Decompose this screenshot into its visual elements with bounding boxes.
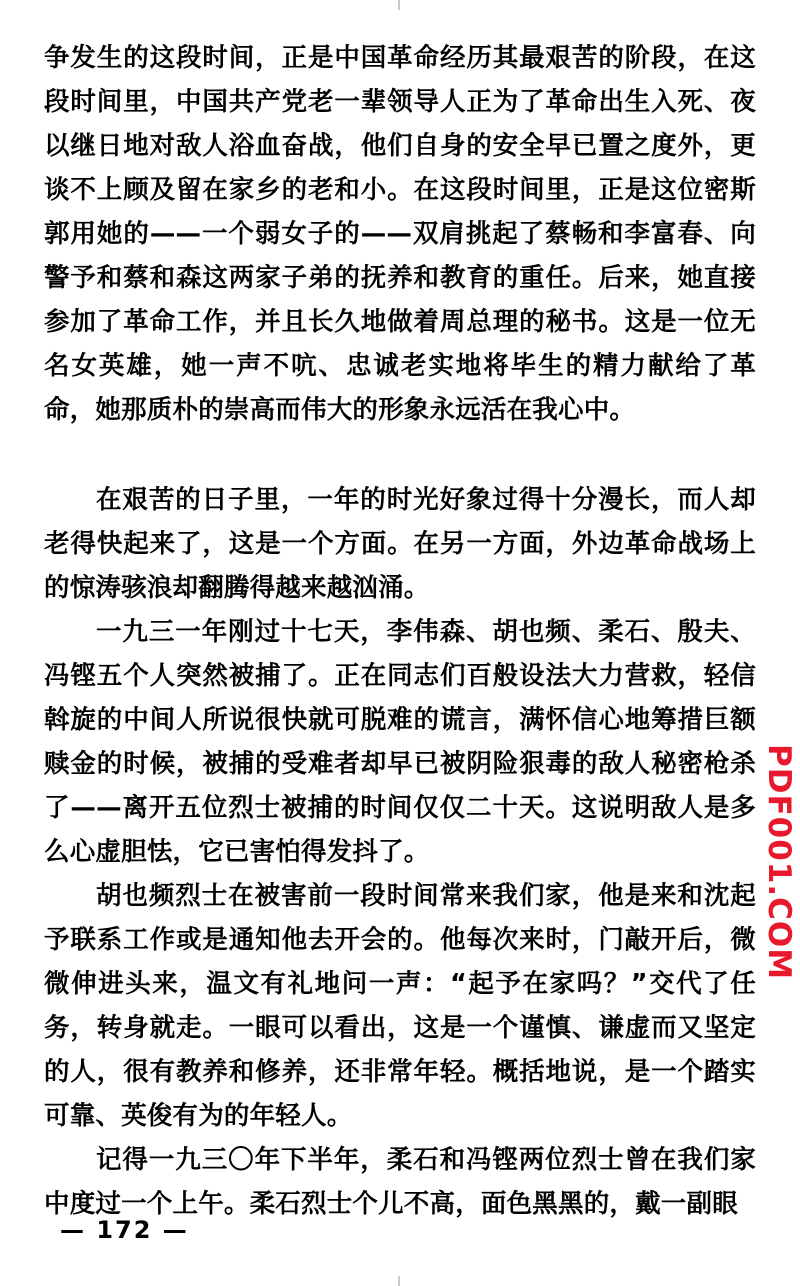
paragraph-1: 争发生的这段时间，正是中国革命经历其最艰苦的阶段，在这段时间里，中国共产党老一辈领导人正为了革命出生入死、夜以继日地对敌人浴血奋战，他们自身的安全早已置之度外，更谈不上顾及留在家乡的老和小。在这段时间里，正是这位密斯郭用她的——一个弱女子的——双肩挑起了蔡畅和李富春、向警予和蔡和森这两家子弟的抚养和教育的重任。后来，她直接参加了革命工作，并且长久地做着周总理的秘书。这是一位无名女英雄，她一声不吭、忠诚老实地将毕生的精力献给了革命，她那质朴的崇高而伟大的形象永远活在我心中。	[44, 43, 756, 425]
paragraph-2: 在艰苦的日子里，一年的时光好象过得十分漫长，而人却老得快起来了，这是一个方面。在另一方面，外边革命战场上的惊涛骇浪却翻腾得越来越汹涌。	[44, 485, 756, 603]
page-edge-mark-bottom	[398, 1276, 400, 1286]
paragraph-5: 记得一九三〇年下半年，柔石和冯铿两位烈士曾在我们家中度过一个上午。柔石烈士个儿不高，面色黑黑的，戴一副眼	[44, 1145, 756, 1219]
body-text-column	[44, 36, 756, 1226]
paragraph-3: 一九三一年刚过十七天，李伟森、胡也频、柔石、殷夫、冯铿五个人突然被捕了。正在同志们百般设法大力营救，轻信斡旋的中间人所说很快就可脱难的谎言，满怀信心地筹措巨额赎金的时候，被捕的受难者却早已被阴险狠毒的敌人秘密枪杀了——离开五位烈士被捕的时间仅仅二十天。这说明敌人是多么心虚胆怯，它已害怕得发抖了。	[44, 617, 756, 867]
page-number: — 172 —	[60, 1216, 189, 1244]
paragraph-spacer	[44, 432, 756, 478]
page-edge-mark-top	[398, 0, 400, 10]
paragraph-4: 胡也频烈士在被害前一段时间常来我们家，他是来和沈起予联系工作或是通知他去开会的。他每次来时，门敲开后，微微伸进头来，温文有礼地问一声：“起予在家吗？”交代了任务，转身就走。一眼可以看出，这是一个谨慎、谦虚而又坚定的人，很有教养和修养，还非常年轻。概括地说，是一个踏实可靠、英俊有为的年轻人。	[44, 881, 756, 1131]
watermark-text: PDF001.COM	[761, 744, 797, 981]
